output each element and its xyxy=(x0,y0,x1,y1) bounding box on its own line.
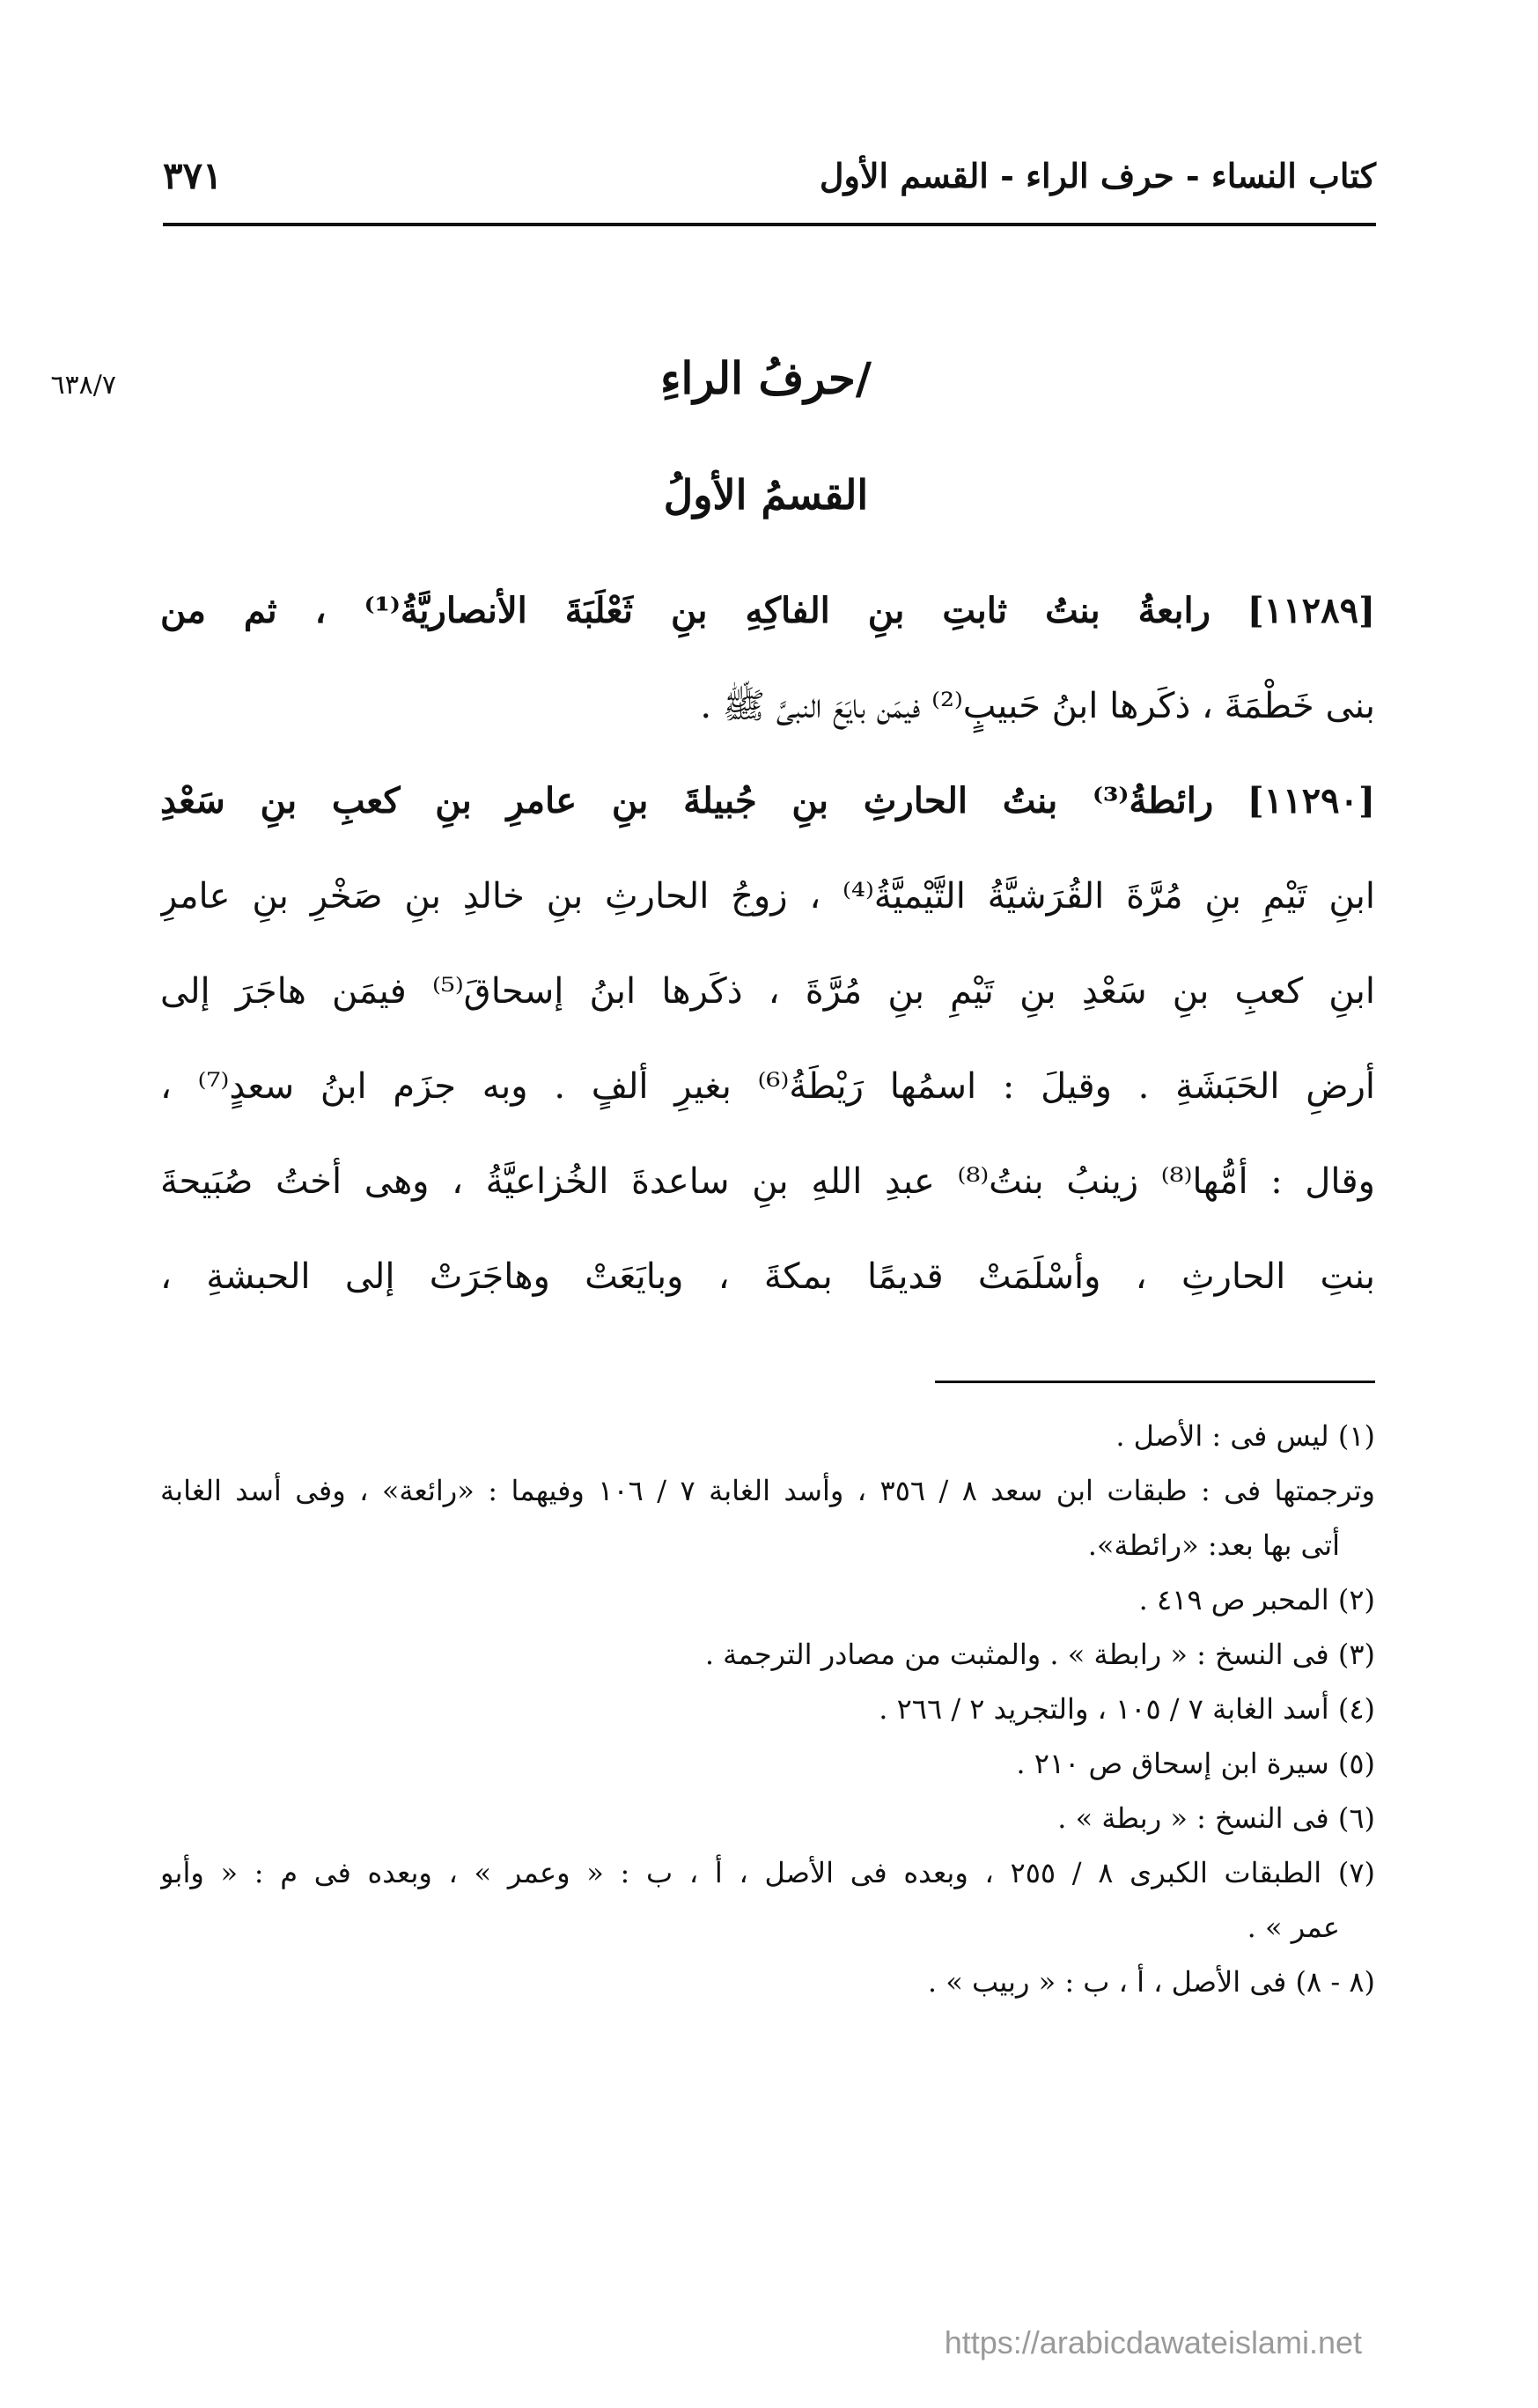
page-number: ٣٧١ xyxy=(163,153,223,197)
main-text xyxy=(160,563,1375,1324)
footnote: عمر » . xyxy=(1247,1911,1340,1944)
header-divider xyxy=(163,223,1376,226)
footnote: (٨ - ٨) فى الأصل ، أ ، ب : « ربيب » . xyxy=(927,1965,1375,1999)
footnote: أتى بها بعد: «رائطة». xyxy=(1087,1528,1340,1562)
entry-text: رابعةُ بنتُ ثابتِ بنِ الفاكِهِ بنِ ثَعْلَبَةَ الأنصاريَّةُ⁽¹⁾ ، ثم من xyxy=(160,590,1211,631)
page-header xyxy=(163,148,1376,203)
entry-line: بنتِ الحارثِ ، وأسْلَمَتْ قديمًا بمكةَ ، وبايَعَتْ وهاجَرَتْ إلى الحبشةِ ، xyxy=(160,1256,1375,1297)
entry-line: وقال : أمُّها⁽⁸⁾ زينبُ بنتُ⁽⁸⁾ عبدِ اللهِ بنِ ساعدةَ الخُزاعيَّةُ ، وهى أختُ صُبَيحةَ xyxy=(160,1161,1375,1202)
footnote: (١) ليس فى : الأصل . xyxy=(1115,1419,1375,1453)
footnote: (٦) فى النسخ : « ربطة » . xyxy=(1057,1801,1375,1835)
section-subheading: القسمُ الأولُ xyxy=(663,471,869,519)
entry-line: ابنِ تَيْمِ بنِ مُرَّةَ القُرَشيَّةُ التَّيْميَّةُ⁽⁴⁾ ، زوجُ الحارثِ بنِ خالدِ بنِ صَخْرِ بنِ عامرِ xyxy=(160,876,1375,917)
entry-line xyxy=(160,754,1375,849)
footnotes xyxy=(160,1409,1375,2009)
entry-number: [١١٢٨٩] xyxy=(1247,590,1375,631)
running-title: كتاب النساء - حرف الراء - القسم الأول xyxy=(819,155,1376,195)
footnote-divider xyxy=(935,1381,1375,1383)
entry-line: بنى خَطْمَةَ ، ذكَرها ابنُ حَبيبٍ⁽²⁾ فيمَن بايَعَ النبىَّ ﷺ . xyxy=(700,686,1375,726)
margin-reference: ٦٣٨/٧ xyxy=(50,370,116,401)
footnote: (٧) الطبقات الكبرى ٨ / ٢٥٥ ، وبعده فى الأصل ، أ ، ب : « وعمر » ، وبعده فى م : « وأبو xyxy=(160,1856,1375,1889)
entry-line: ابنِ كعبِ بنِ سَعْدِ بنِ تَيْمِ بنِ مُرَّةَ ، ذكَرها ابنُ إسحاقَ⁽⁵⁾ فيمَن هاجَرَ إلى xyxy=(160,971,1375,1012)
section-heading: /حرفُ الراءِ xyxy=(659,352,872,404)
footnote: (٤) أسد الغابة ٧ / ١٠٥ ، والتجريد ٢ / ٢٦٦ . xyxy=(879,1692,1375,1726)
entry-text: رائطةُ⁽³⁾ بنتُ الحارثِ بنِ جُبيلةَ بنِ عامرِ بنِ كعبِ بنِ سَعْدِ xyxy=(160,780,1214,821)
footnote: وترجمتها فى : طبقات ابن سعد ٨ / ٣٥٦ ، وأسد الغابة ٧ / ١٠٦ وفيهما : «رائعة» ، وفى أسد الغابة xyxy=(160,1474,1375,1507)
entry-number: [١١٢٩٠] xyxy=(1247,780,1375,821)
footnote: (٢) المحبر ص ٤١٩ . xyxy=(1138,1583,1375,1616)
watermark: https://arabicdawateislami.net xyxy=(944,2324,1362,2360)
entry-line xyxy=(160,563,1375,659)
entry-line: أرضِ الحَبَشَةِ . وقيلَ : اسمُها رَيْطَةُ⁽⁶⁾ بغيرِ ألفٍ . وبه جزَم ابنُ سعدٍ⁽⁷⁾ ، xyxy=(160,1066,1375,1107)
footnote: (٣) فى النسخ : « رابطة » . والمثبت من مصادر الترجمة . xyxy=(704,1638,1375,1671)
footnote: (٥) سيرة ابن إسحاق ص ٢١٠ . xyxy=(1016,1747,1375,1780)
